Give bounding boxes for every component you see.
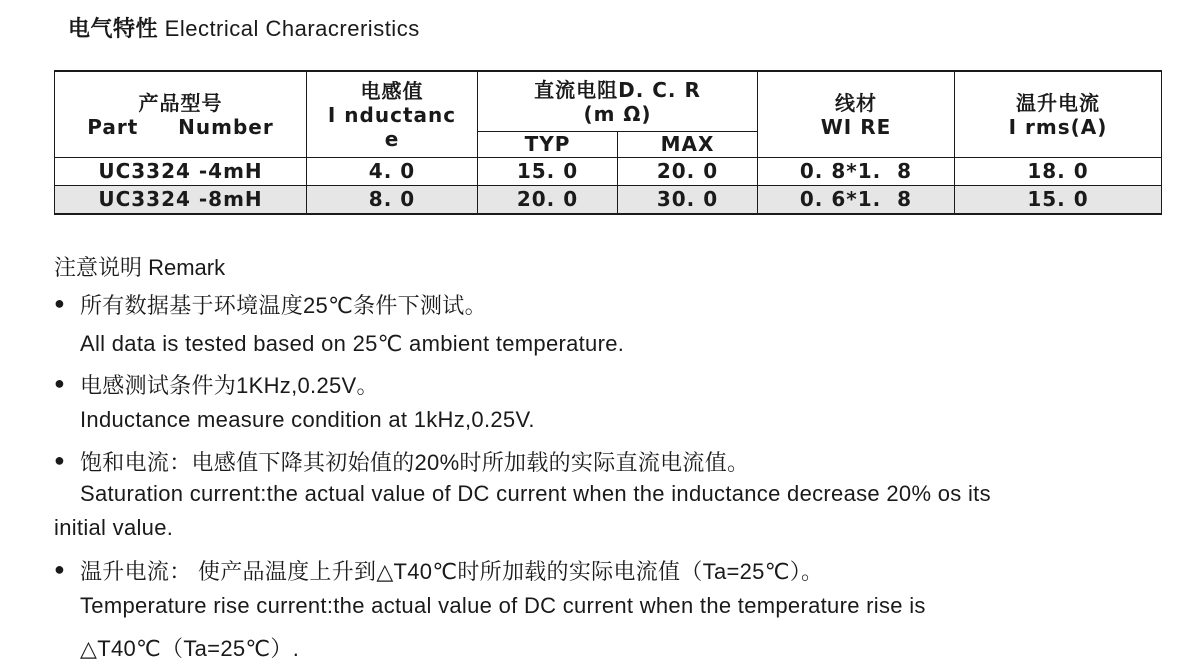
cell-irms: 15. 0 — [955, 186, 1162, 215]
remark-item-en: All data is tested based on 25℃ ambient temperature. — [80, 331, 625, 356]
remark-item-en: Temperature rise current:the actual value of DC current when the temperature rise is — [80, 593, 926, 618]
cell-part: UC3324 -8mH — [55, 186, 307, 215]
remark-item-en-cont: initial value. — [54, 515, 174, 540]
remark-item-zh: 电感测试条件为1KHz,0.25V。 — [80, 373, 379, 398]
header-max: MAX — [618, 132, 758, 158]
bullet-icon: ● — [54, 373, 65, 393]
header-inductance: 电感值 I nductanc e — [307, 71, 478, 158]
bullet-icon: ● — [54, 293, 65, 313]
remark-item-zh: 温升电流： 使产品温度上升到△T40℃时所加载的实际电流值（Ta=25℃）。 — [80, 559, 824, 584]
page-title — [68, 12, 420, 43]
remark-title: 注意说明 Remark — [54, 255, 226, 280]
header-dcr: 直流电阻D. C. R (m Ω) — [478, 71, 758, 132]
header-wire: 线材 WI RE — [758, 71, 955, 158]
bullet-icon: ● — [54, 559, 65, 579]
header-typ: TYP — [478, 132, 618, 158]
cell-max: 30. 0 — [618, 186, 758, 215]
cell-inductance: 4. 0 — [307, 158, 478, 186]
header-part: 产品型号 Part Number — [55, 71, 307, 158]
remark-item-zh: 所有数据基于环境温度25℃条件下测试。 — [80, 293, 487, 318]
remark-item-zh: 饱和电流：电感值下降其初始值的20%时所加载的实际直流电流值。 — [80, 450, 750, 475]
cell-wire: 0. 6*1. 8 — [758, 186, 955, 215]
cell-typ: 20. 0 — [478, 186, 618, 215]
electrical-spec-table — [54, 70, 1162, 215]
cell-wire: 0. 8*1. 8 — [758, 158, 955, 186]
cell-typ: 15. 0 — [478, 158, 618, 186]
remark-item-en-cont: △T40℃（Ta=25℃）. — [80, 636, 300, 661]
table-row — [55, 158, 1162, 186]
cell-inductance: 8. 0 — [307, 186, 478, 215]
remark-item-en: Inductance measure condition at 1kHz,0.25V. — [80, 407, 535, 432]
cell-irms: 18. 0 — [955, 158, 1162, 186]
bullet-icon: ● — [54, 450, 65, 470]
cell-part: UC3324 -4mH — [55, 158, 307, 186]
table-row — [55, 186, 1162, 215]
cell-max: 20. 0 — [618, 158, 758, 186]
title-zh: 电气特性 — [68, 17, 159, 42]
header-irms: 温升电流 I rms(A) — [955, 71, 1162, 158]
remark-item-en: Saturation current:the actual value of DC current when the inductance decrease 20% os its — [80, 481, 991, 506]
title-en: Electrical Characreristics — [164, 16, 420, 41]
